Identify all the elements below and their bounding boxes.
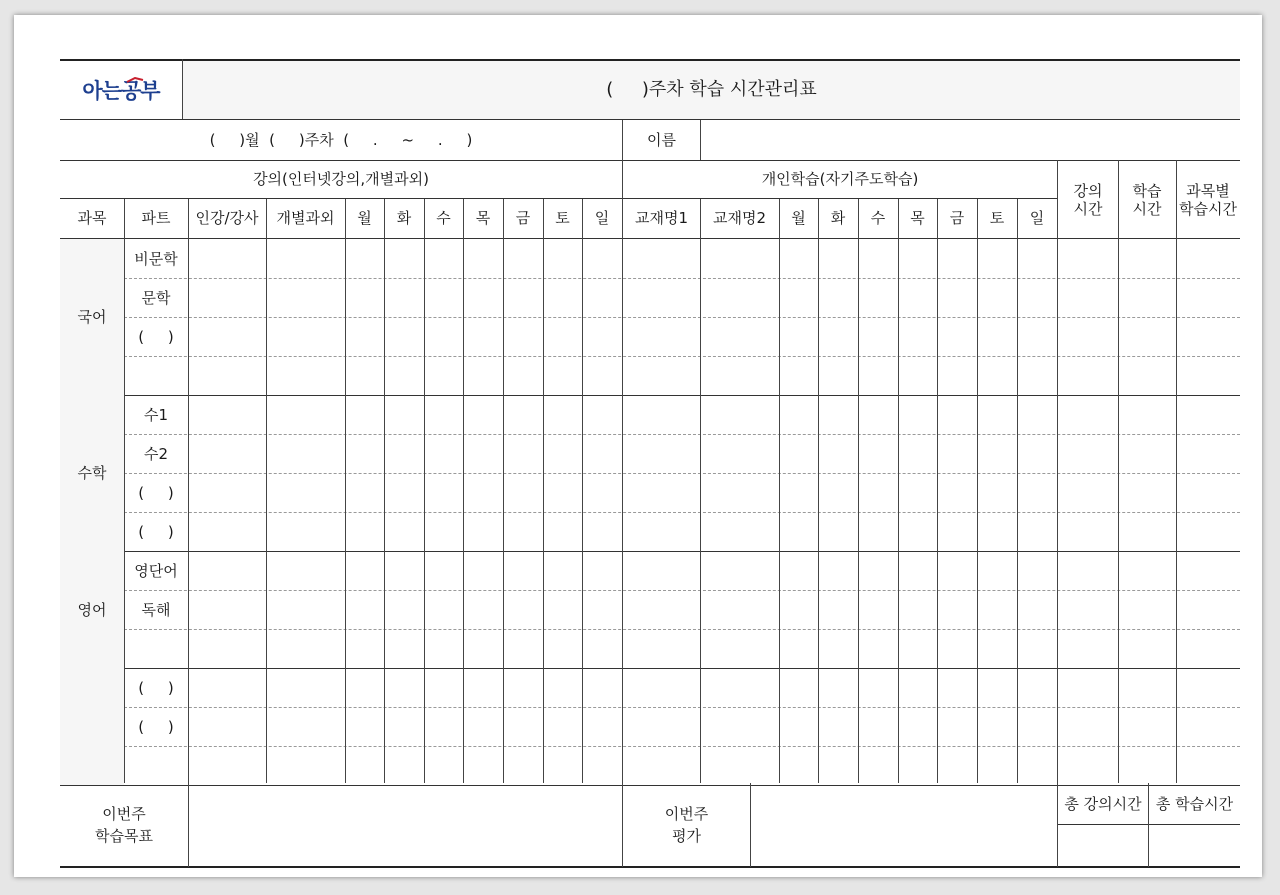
total-lecture-time-field[interactable] <box>1058 825 1148 867</box>
study-time-form <box>60 59 1240 869</box>
lecture-section-header: 강의(인터넷강의,개별과외) <box>253 170 429 188</box>
row-divider-dashed <box>124 629 1240 630</box>
column-divider <box>543 199 544 783</box>
lecture-day-header: 화 <box>396 209 412 227</box>
section-header-divider <box>60 198 1057 199</box>
row-divider-dashed <box>124 473 1240 474</box>
row-divider-dashed <box>124 746 1240 747</box>
footer-divider <box>1148 783 1149 867</box>
col-study-time: 학습 시간 <box>1132 182 1162 218</box>
column-divider <box>463 199 464 783</box>
self-study-day-header: 화 <box>830 209 846 227</box>
logo-area <box>60 59 182 119</box>
column-divider <box>582 199 583 783</box>
weekly-goal-label: 이번주 학습목표 <box>95 805 153 845</box>
col-part: 파트 <box>141 209 171 227</box>
self-study-day-header: 일 <box>1029 209 1045 227</box>
self-study-day-header: 수 <box>870 209 886 227</box>
paper-sheet <box>14 15 1262 877</box>
column-divider <box>345 199 346 783</box>
part-label: ( ) <box>138 327 174 346</box>
self-study-day-header: 금 <box>949 209 965 227</box>
footer-divider <box>750 783 751 867</box>
lecture-day-header: 일 <box>594 209 610 227</box>
row-divider-dashed <box>124 278 1240 279</box>
row-divider-dashed <box>124 317 1240 318</box>
name-label-divider <box>700 120 701 160</box>
lecture-day-header: 월 <box>357 209 372 227</box>
col-book1: 교재명1 <box>634 209 688 227</box>
row-divider-dashed <box>124 356 1240 357</box>
weekly-eval-label: 이번주 평가 <box>664 805 709 845</box>
column-header-divider <box>60 238 1240 239</box>
column-divider <box>779 199 780 783</box>
column-divider <box>188 199 189 783</box>
lecture-day-header: 수 <box>436 209 451 227</box>
column-divider <box>818 199 819 783</box>
subject-label: 영어 <box>77 600 107 619</box>
name-label: 이름 <box>647 131 676 149</box>
column-divider <box>1176 160 1177 783</box>
bottom-border <box>60 866 1240 868</box>
row-divider-dashed <box>124 707 1240 708</box>
col-subject-study-time: 과목별 학습시간 <box>1179 182 1237 218</box>
column-divider <box>384 199 385 783</box>
column-divider <box>977 199 978 783</box>
row-divider-dashed <box>124 512 1240 513</box>
weekly-goal-field[interactable] <box>189 783 622 867</box>
lecture-day-header: 토 <box>555 209 570 227</box>
column-divider <box>937 199 938 783</box>
group-divider <box>60 785 1240 786</box>
self-study-day-header: 목 <box>910 209 925 227</box>
column-divider <box>503 199 504 783</box>
col-book2: 교재명2 <box>712 209 766 227</box>
total-lecture-time-label: 총 강의시간 <box>1064 795 1142 813</box>
logo-checkmark-icon <box>126 77 144 83</box>
self-study-day-header: 토 <box>989 209 1005 227</box>
top-border <box>60 59 1240 61</box>
name-field[interactable] <box>701 120 1240 160</box>
part-label: 문학 <box>141 288 171 307</box>
self-study-section-header: 개인학습(자기주도학습) <box>761 170 919 188</box>
total-study-time-label: 총 학습시간 <box>1155 795 1234 813</box>
column-divider <box>124 199 125 783</box>
part-label: ( ) <box>138 717 174 736</box>
subject-label <box>60 668 124 785</box>
group-divider <box>60 551 1240 552</box>
group-divider <box>60 668 1240 669</box>
part-label: 수1 <box>143 405 169 424</box>
col-lecture-time: 강의 시간 <box>1073 182 1103 218</box>
column-divider <box>266 199 267 783</box>
group-divider <box>60 395 1240 396</box>
part-label: ( ) <box>138 522 174 541</box>
column-divider <box>1118 160 1119 783</box>
header-divider <box>60 119 1240 120</box>
col-private-tutoring: 개별과외 <box>276 209 335 227</box>
total-study-time-field[interactable] <box>1149 825 1240 867</box>
weekly-eval-field[interactable] <box>751 783 1057 867</box>
column-divider <box>1017 199 1018 783</box>
section-split <box>622 120 623 867</box>
column-divider <box>700 199 701 783</box>
col-subject: 과목 <box>77 209 107 227</box>
row-divider-dashed <box>124 590 1240 591</box>
info-divider <box>60 160 1240 161</box>
part-label: 독해 <box>141 600 171 619</box>
time-columns-divider <box>1057 160 1058 867</box>
footer-divider <box>188 783 189 867</box>
logo-divider <box>182 59 183 119</box>
column-divider <box>898 199 899 783</box>
part-label: ( ) <box>138 483 174 502</box>
column-divider <box>424 199 425 783</box>
subject-label: 국어 <box>77 308 107 326</box>
form-title: ( )주차 학습 시간관리표 <box>606 78 817 100</box>
brand-logo: 아는공부 <box>82 79 160 103</box>
part-label: 비문학 <box>134 249 178 268</box>
part-label: ( ) <box>138 678 174 697</box>
col-lecturer: 인강/강사 <box>195 209 259 227</box>
row-divider-dashed <box>124 434 1240 435</box>
subject-label: 수학 <box>77 464 107 482</box>
date-week-line[interactable]: ( )월 ( )주차 ( . ~ . ) <box>209 131 473 149</box>
column-divider <box>858 199 859 783</box>
self-study-day-header: 월 <box>791 209 806 227</box>
part-label: 수2 <box>143 444 169 463</box>
part-label: 영단어 <box>134 561 178 580</box>
lecture-day-header: 목 <box>475 209 491 227</box>
lecture-day-header: 금 <box>515 209 531 227</box>
